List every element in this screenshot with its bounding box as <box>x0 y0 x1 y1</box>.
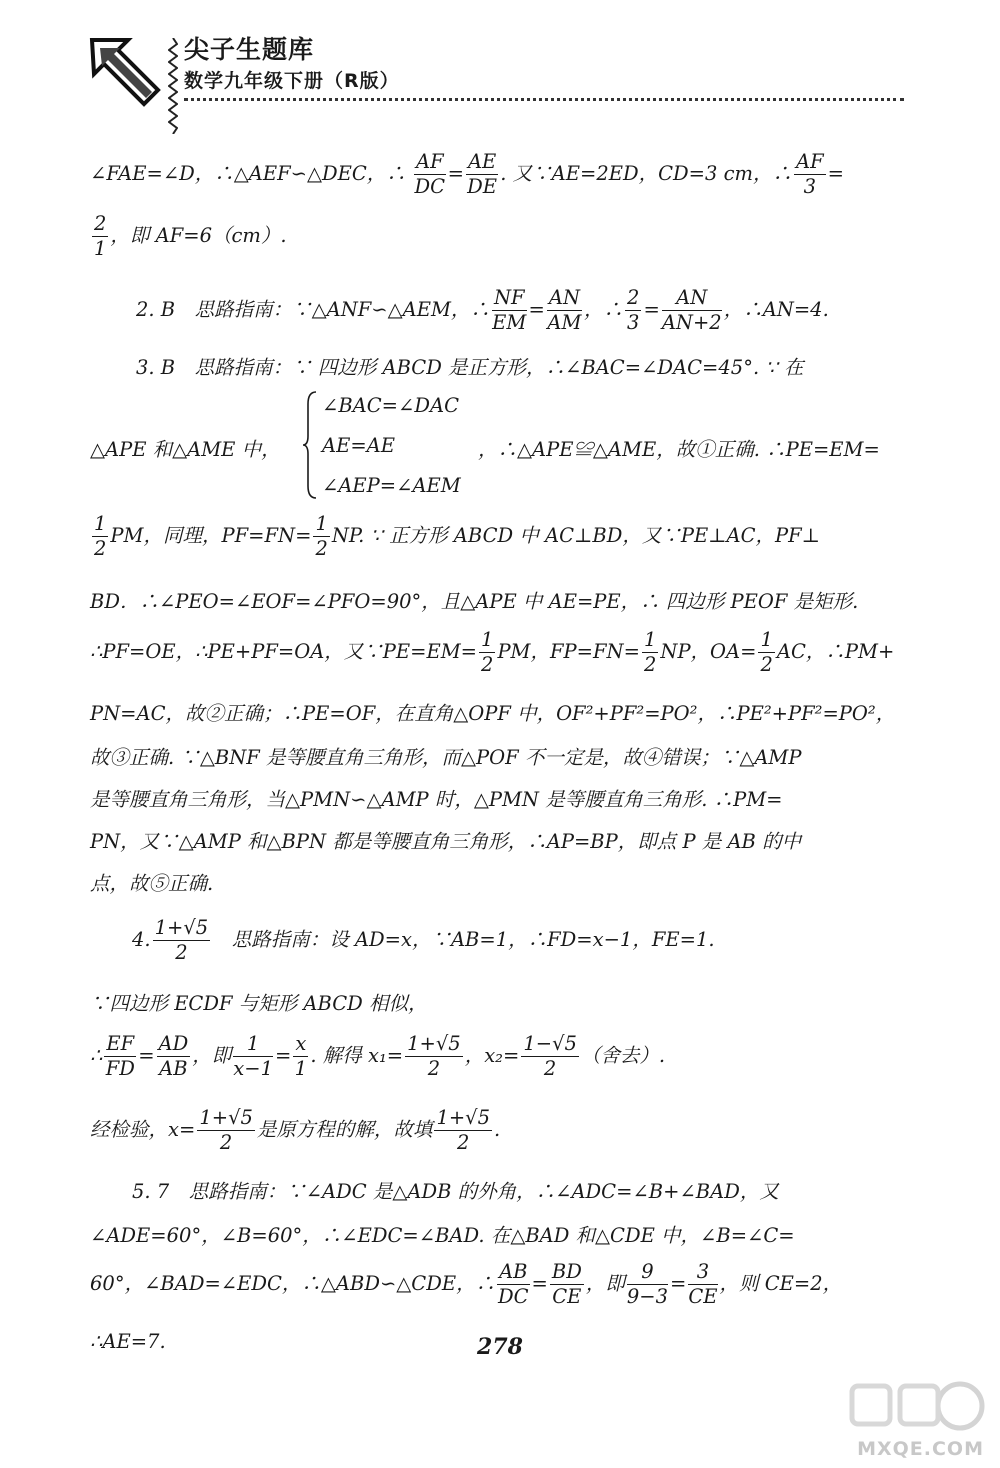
text-line: $\frac{1}{2}$ PM，同理，PF=FN= $\frac{1}{2}$ NP. ∵ 正方形 ABCD 中 AC⊥BD，又∵PE⊥AC，PF⊥ <box>94 512 821 560</box>
text-line: 是等腰直角三角形，当△PMN∽△AMP 时，△PMN 是等腰直角三角形. ∴PM= <box>90 788 783 811</box>
text-line: 60°，∠BAD=∠EDC，∴△ABD∽△CDE，∴ $\frac{AB}{DC}$ = $\frac{BD}{CE}$ ，即 $\frac{9}{9-3}$ = $\frac{3}{CE}$ ，则 CE=2， <box>90 1260 843 1308</box>
text-line: ∴PF=OE，∴PE+PF=OA，又∵PE=EM= $\frac{1}{2}$ PM，FP=FN= $\frac{1}{2}$ NP，OA= $\frac{1}{2}$ AC，∴PM+ <box>90 628 895 676</box>
text-line: △APE 和△AME 中， <box>90 438 281 461</box>
system-eq-1: ∠BAC=∠DAC <box>322 394 459 417</box>
series-title: 尖子生题库 <box>184 35 315 64</box>
text-line: ，∴△APE≌△AME，故①正确. ∴PE=EM= <box>478 438 880 461</box>
system-eq-3: ∠AEP=∠AEM <box>322 474 461 497</box>
system-eq-2: AE=AE <box>322 434 395 457</box>
zigzag-divider <box>168 38 178 134</box>
text-line: ∠ADE=60°，∠B=60°，∴∠EDC=∠BAD. 在△BAD 和△CDE 中，∠B=∠C= <box>90 1224 795 1247</box>
text-line: PN=AC，故②正确；∴PE=OF，在直角△OPF 中，OF²+PF²=PO²，∴PE²+PF²=PO²， <box>90 702 896 725</box>
watermark-text: MXQE.COM <box>857 1438 984 1460</box>
text-line: ∴AE=7. <box>90 1330 166 1353</box>
text-line: 经检验，x= $\frac{1+√5}{2}$ 是原方程的解，故填 $\frac{1+√5}{2}$ . <box>90 1106 501 1154</box>
text-line: $\frac{2}{1}$ ，即 AF=6（cm）. <box>94 212 287 260</box>
text-line: 点，故⑤正确. <box>90 872 214 895</box>
page-header <box>88 18 908 108</box>
book-title: 数学九年级下册（R版） <box>184 70 400 92</box>
text-line: ∵四边形 ECDF 与矩形 ABCD 相似， <box>90 992 428 1015</box>
header-rule <box>184 98 904 101</box>
text-line: ∴ $\frac{EF}{FD}$ = $\frac{AD}{AB}$ ，即 $\frac{1}{x-1}$ = $\frac{x}{1}$ . 解得 x₁= $\frac{1+√5}{2}$ ，x₂= $\frac{1-√5}{2}$ （舍去）. <box>90 1032 666 1080</box>
text-line: 故③正确. ∵△BNF 是等腰直角三角形，而△POF 不一定是，故④错误；∵△AMP <box>90 746 802 769</box>
system-brace <box>302 390 318 500</box>
text-line: 4. $\frac{1+√5}{2}$ 思路指南：设 AD=x，∵AB=1，∴FD=x−1，FE=1. <box>132 916 715 964</box>
arrow-logo-icon <box>88 34 178 114</box>
text-line: BD．∴∠PEO=∠EOF=∠PFO=90°，且△APE 中 AE=PE，∴ 四边形 PEOF 是矩形. <box>90 590 859 613</box>
page-number: 278 <box>477 1334 523 1360</box>
text-line: 3. B 思路指南：∵ 四边形 ABCD 是正方形，∴∠BAC=∠DAC=45°. ∵ 在 <box>136 356 804 379</box>
text-line: 5. 7 思路指南：∵∠ADC 是△ADB 的外角，∴∠ADC=∠B+∠BAD，又 <box>132 1180 779 1203</box>
text-line: PN，又∵△AMP 和△BPN 都是等腰直角三角形，∴AP=BP，即点 P 是 AB 的中 <box>90 830 802 853</box>
text-line: 2. B 思路指南：∵△ANF∽△AEM，∴ $\frac{NF}{EM}$ = $\frac{AN}{AM}$ ，∴ $\frac{2}{3}$ = $\frac{AN}{AN+2}$ ，∴AN=4. <box>136 286 829 334</box>
text-line: ∠FAE=∠D，∴△AEF∽△DEC，∴ $\frac{AF}{DC}$ = $\frac{AE}{DE}$ . 又∵AE=2ED，CD=3 cm，∴ $\frac{AF}{3}$ = <box>90 150 844 198</box>
